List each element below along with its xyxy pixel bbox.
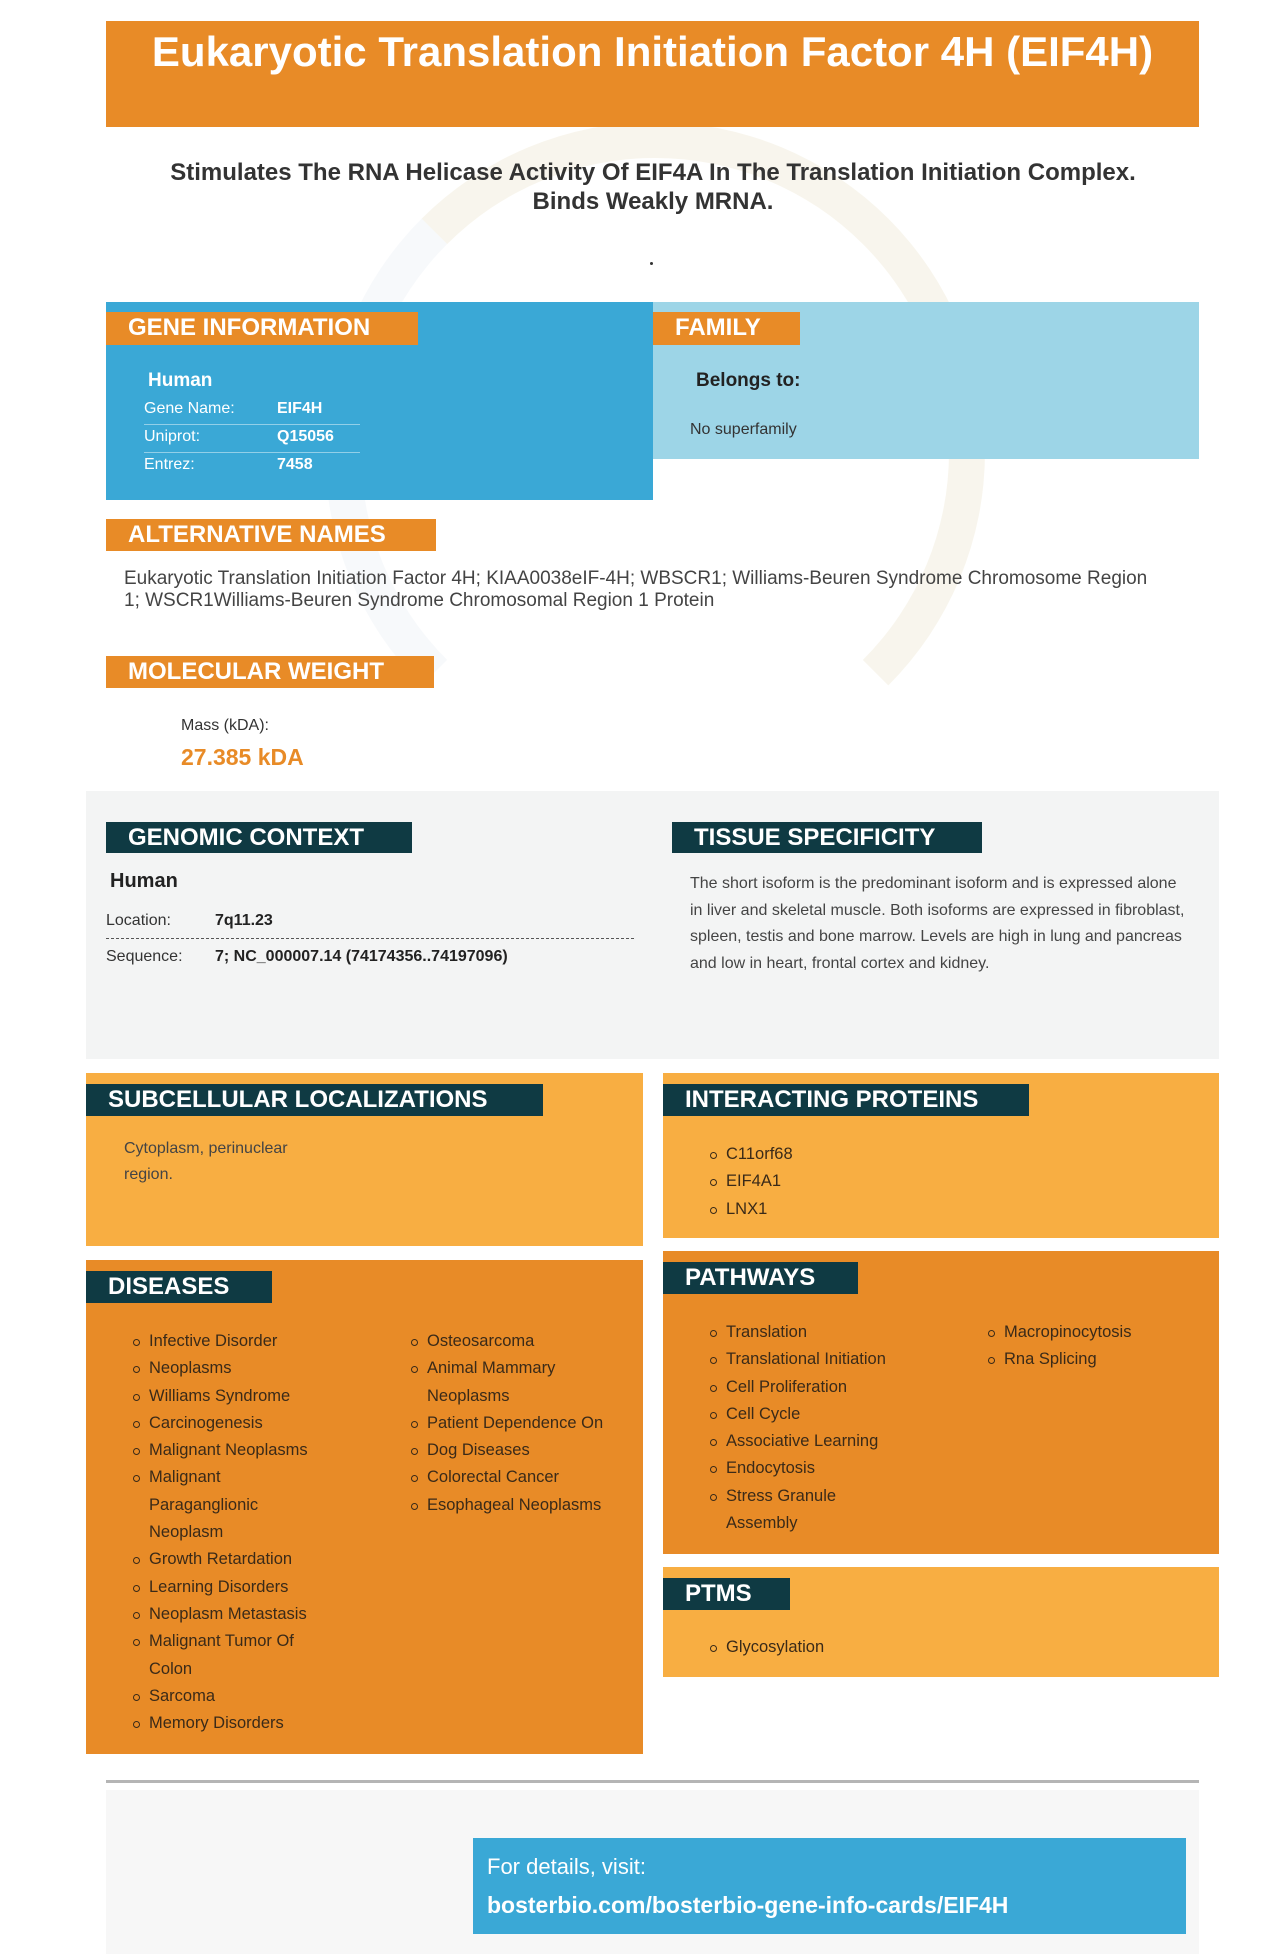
list-item: EIF4A1 — [710, 1168, 1010, 1195]
list-item: Endocytosis — [710, 1455, 910, 1482]
ptms-list — [710, 1634, 1010, 1661]
family-heading: FAMILY — [653, 312, 800, 345]
uniprot-label: Uniprot: — [144, 428, 201, 445]
diseases-list-col1 — [133, 1328, 333, 1737]
tissue-specificity-text: The short isoform is the predominant isoform and is expressed alone in liver and skeletal muscle. Both isoforms are expressed in fibroblast, spleen, testis and bone marrow. Levels are high in lung and pancreas and low in heart, frontal cortex and kidney. — [690, 875, 1185, 972]
list-item: Infective Disorder — [133, 1328, 333, 1355]
list-item: Malignant Tumor Of Colon — [133, 1628, 318, 1683]
page-subtitle: Stimulates The RNA Helicase Activity Of EIF4A In The Translation Initiation Complex. Binds Weakly MRNA. — [170, 159, 1136, 215]
list-item: C11orf68 — [710, 1141, 1010, 1168]
pathways-list-col2 — [988, 1319, 1188, 1374]
list-item: Stress Granule Assembly — [710, 1483, 860, 1538]
page-title: Eukaryotic Translation Initiation Factor 4H (EIF4H) — [106, 21, 1199, 127]
genomic-species: Human — [110, 870, 178, 892]
subcellular-heading: SUBCELLULAR LOCALIZATIONS — [86, 1084, 543, 1116]
list-item: Rna Splicing — [988, 1346, 1188, 1373]
entrez-label: Entrez: — [144, 456, 195, 473]
entrez-value: 7458 — [277, 456, 313, 473]
pathways-heading: PATHWAYS — [663, 1262, 858, 1294]
genomic-divider — [106, 938, 634, 939]
list-item: Memory Disorders — [133, 1710, 333, 1737]
gene-name-value: EIF4H — [277, 400, 323, 417]
list-item: Williams Syndrome — [133, 1383, 333, 1410]
uniprot-row — [144, 425, 360, 453]
alternative-names-text: Eukaryotic Translation Initiation Factor 4H; KIAA0038eIF-4H; WBSCR1; Williams-Beuren Syndrome Chromosome Region 1; WSCR1Williams-Beuren Syndrome Chromosomal Region 1 Protein — [124, 568, 1148, 611]
list-item: Translational Initiation — [710, 1346, 910, 1373]
list-item: Malignant Paraganglionic Neoplasm — [133, 1464, 283, 1546]
interacting-proteins-list — [710, 1141, 1010, 1223]
mass-value: 27.385 kDA — [181, 744, 304, 770]
gene-name-row — [144, 397, 360, 425]
gene-species: Human — [148, 370, 213, 391]
list-item: Translation — [710, 1319, 910, 1346]
superfamily-value: No superfamily — [690, 421, 797, 438]
list-item: Growth Retardation — [133, 1546, 333, 1573]
sequence-value: 7; NC_000007.14 (74174356..74197096) — [215, 948, 508, 965]
list-item: Learning Disorders — [133, 1574, 333, 1601]
list-item: Cell Cycle — [710, 1401, 910, 1428]
footer-divider — [106, 1780, 1199, 1783]
entrez-row — [144, 453, 360, 481]
genomic-context-heading: GENOMIC CONTEXT — [106, 822, 412, 853]
list-item: Patient Dependence On — [411, 1410, 626, 1437]
alternative-names-heading: ALTERNATIVE NAMES — [106, 519, 436, 551]
list-item: Esophageal Neoplasms — [411, 1492, 626, 1519]
location-value: 7q11.23 — [215, 912, 273, 929]
pathways-list-col1 — [710, 1319, 910, 1537]
list-item: Animal Mammary Neoplasms — [411, 1355, 576, 1410]
molecular-weight-heading: MOLECULAR WEIGHT — [106, 656, 434, 688]
list-item: Osteosarcoma — [411, 1328, 626, 1355]
list-item: Glycosylation — [710, 1634, 1010, 1661]
gene-information-heading: GENE INFORMATION — [106, 312, 418, 345]
list-item: Cell Proliferation — [710, 1374, 910, 1401]
location-label: Location: — [106, 912, 171, 929]
uniprot-value: Q15056 — [277, 428, 334, 445]
list-item: Colorectal Cancer — [411, 1464, 626, 1491]
footer-label: For details, visit: — [487, 1854, 646, 1879]
list-item: Sarcoma — [133, 1683, 333, 1710]
separator-dot — [650, 262, 653, 265]
list-item: Neoplasms — [133, 1355, 333, 1382]
subcellular-text: Cytoplasm, perinuclear region. — [124, 1140, 288, 1183]
sequence-label: Sequence: — [106, 948, 183, 965]
list-item: Malignant Neoplasms — [133, 1437, 333, 1464]
diseases-heading: DISEASES — [86, 1271, 272, 1303]
belongs-to-label: Belongs to: — [696, 370, 801, 391]
gene-name-label: Gene Name: — [144, 400, 235, 417]
details-link[interactable]: bosterbio.com/bosterbio-gene-info-cards/EIF4H — [487, 1892, 1009, 1918]
tissue-specificity-heading: TISSUE SPECIFICITY — [672, 822, 982, 853]
list-item: Carcinogenesis — [133, 1410, 333, 1437]
mass-label: Mass (kDA): — [181, 717, 269, 734]
list-item: Associative Learning — [710, 1428, 910, 1455]
interacting-proteins-heading: INTERACTING PROTEINS — [663, 1084, 1029, 1116]
list-item: Neoplasm Metastasis — [133, 1601, 333, 1628]
ptms-heading: PTMS — [663, 1578, 790, 1610]
details-link-box[interactable] — [473, 1838, 1186, 1934]
list-item: Macropinocytosis — [988, 1319, 1188, 1346]
list-item: Dog Diseases — [411, 1437, 626, 1464]
diseases-list-col2 — [411, 1328, 626, 1519]
list-item: LNX1 — [710, 1196, 1010, 1223]
